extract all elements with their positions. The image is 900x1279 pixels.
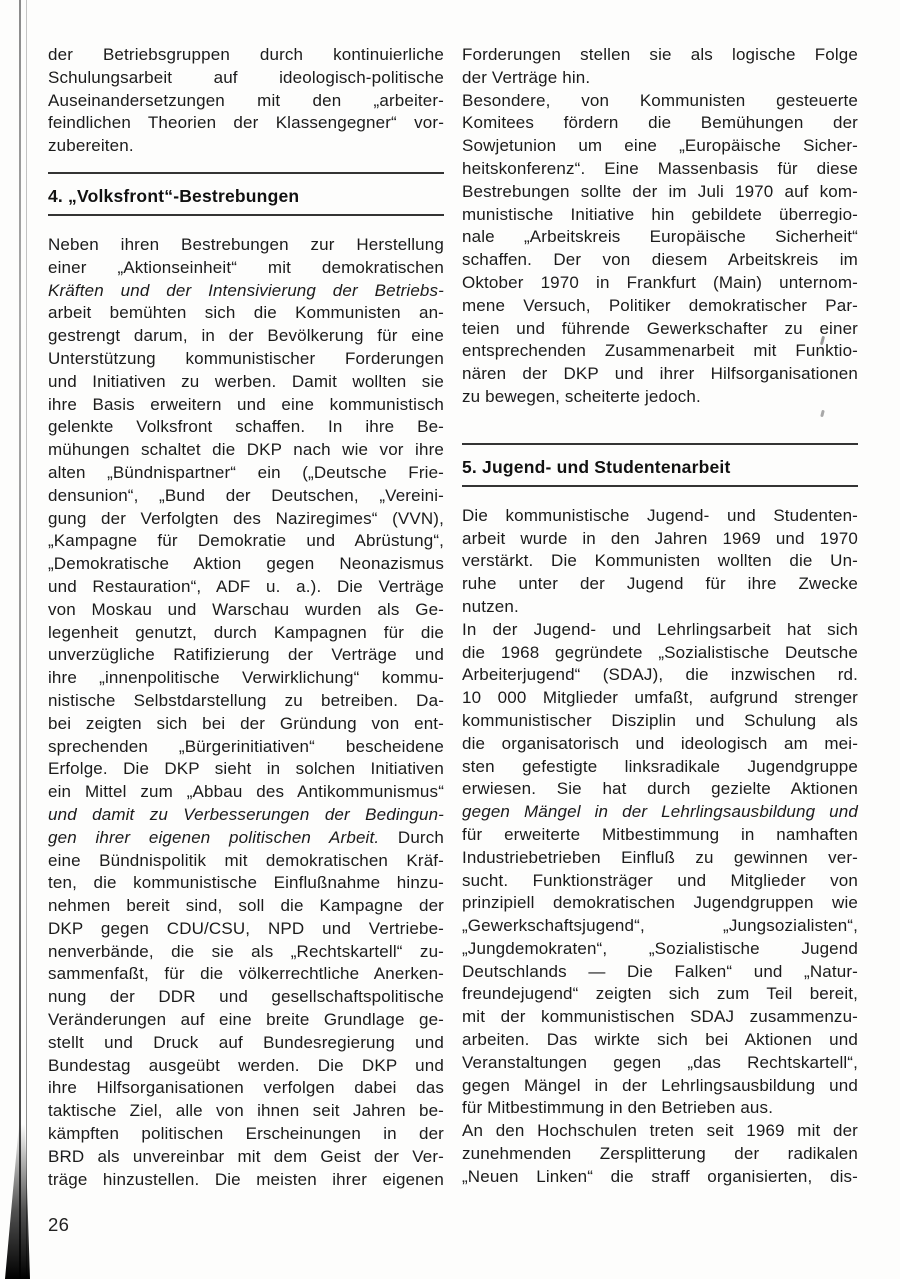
plain-text: Durch — [379, 827, 444, 847]
text-line: einer „Aktionseinheit“ mit demokratischen — [48, 257, 444, 277]
text-line: träge hinzustellen. Die meisten ihrer eigenen — [48, 1169, 444, 1189]
paragraph — [462, 619, 858, 1121]
text-line: In der Jugend- und Lehrlingsarbeit hat sich — [462, 619, 858, 639]
text-line: ihre Hilfsorganisationen verfolgen dabei das — [48, 1078, 444, 1098]
page-number: 26 — [48, 1214, 70, 1235]
text-line: Die kommunistische Jugend- und Studenten- — [462, 505, 858, 525]
text-line: nutzen. — [462, 596, 519, 616]
section-heading: 4. „Volksfront“-Bestrebungen — [48, 172, 444, 216]
paragraph — [462, 505, 858, 619]
text-line: mit der kommunistischen SDAJ zusammenzu- — [462, 1007, 858, 1027]
text-line: sammenfaßt, für die völkerrechtliche Anerken- — [48, 964, 444, 984]
text-line: 10 000 Mitglieder umfaßt, aufgrund strenger — [462, 688, 858, 708]
text-line: zunehmenden Zersplitterung der radikalen — [462, 1144, 858, 1164]
text-line: ihre „innenpolitische Verwirklichung“ kommu- — [48, 668, 444, 688]
paragraph — [48, 44, 444, 158]
text-line: Bestrebungen sollte der im Juli 1970 auf kom- — [462, 181, 858, 201]
text-line: nistische Selbstdarstellung zu betreiben. Da- — [48, 690, 444, 710]
section-heading: 5. Jugend- und Studentenarbeit — [462, 443, 858, 487]
text-line: sprechenden „Bürgerinitiativen“ bescheidene — [48, 736, 444, 756]
text-line: munistische Initiative hin gebildete überregio- — [462, 204, 858, 224]
text-line: „Neuen Linken“ die straff organisierten, dis- — [462, 1166, 858, 1186]
text-line: nenverbände, die sie als „Rechtskartell“ zu- — [48, 941, 444, 961]
text-line: An den Hochschulen treten seit 1969 mit der — [462, 1121, 858, 1141]
right-text-column — [462, 44, 858, 1189]
text-line: kämpften politischen Erscheinungen in der — [48, 1124, 444, 1144]
text-line: eine Bündnispolitik mit demokratischen Kräf- — [48, 850, 444, 870]
text-line: prinzipiell demokratischen Jugendgruppen wie — [462, 893, 858, 913]
text-line: „Jungdemokraten“, „Sozialistische Jugend — [462, 938, 858, 958]
text-line: bei zeigten sich bei der Gründung von ent- — [48, 713, 444, 733]
text-line: die 1968 gegründete „Sozialistische Deutsche — [462, 642, 858, 662]
text-line: ein Mittel zum „Abbau des Antikommunismus“ — [48, 782, 444, 802]
text-line: ruhe unter der Jugend für ihre Zwecke — [462, 574, 858, 594]
text-line: ihre Basis erweitern und eine kommunistisch — [48, 394, 444, 414]
binding-edge-line — [19, 0, 21, 1279]
text-line: entsprechenden Zusammenarbeit mit Funktio- — [462, 341, 858, 361]
text-line: gung der Verfolgten des Naziregimes“ (VVN), — [48, 508, 444, 528]
text-line: „Demokratische Aktion gegen Neonazismus — [48, 554, 444, 574]
text-line: „Kampagne für Demokratie und Abrüstung“, — [48, 531, 444, 551]
text-line: Besondere, von Kommunisten gesteuerte — [462, 90, 858, 110]
text-line: unverzügliche Ratifizierung der Verträge und — [48, 645, 444, 665]
text-line: freundejugend“ zeigten sich zum Teil bereit, — [462, 984, 858, 1004]
text-line: gelenkte Volksfront schaffen. In ihre Be- — [48, 417, 444, 437]
text-line: ten, die kommunistische Einflußnahme hinzu- — [48, 873, 444, 893]
text-line: der Betriebsgruppen durch kontinuierliche — [48, 45, 444, 64]
text-line: schaffen. Der von diesem Arbeitskreis im — [462, 250, 858, 270]
text-line: Komitees fördern die Bemühungen der — [462, 113, 858, 133]
text-line: Erfolge. Die DKP sieht in solchen Initiativen — [48, 759, 444, 779]
text-line: legenheit genutzt, durch Kampagnen für die — [48, 622, 444, 642]
paragraph — [48, 234, 444, 1191]
text-line: gestrengt darum, in der Bevölkerung für eine — [48, 326, 444, 346]
text-line: Sowjetunion um eine „Europäische Sicher- — [462, 136, 858, 156]
text-line: für Mitbestimmung in den Betrieben aus. — [462, 1098, 774, 1118]
text-line: gegen Mängel in der Lehrlingsausbildung und — [462, 1075, 858, 1095]
text-line: densunion“, „Bund der Deutschen, „Vereini- — [48, 485, 444, 505]
text-line: mühungen schaltet die DKP nach wie vor ihre — [48, 440, 444, 460]
text-line: von Moskau und Warschau wurden als Ge- — [48, 599, 444, 619]
text-line: nehmen bereit sind, soll die Kampagne der — [48, 896, 444, 916]
text-line: taktische Ziel, alle von ihnen seit Jahren be- — [48, 1101, 444, 1121]
text-line — [462, 801, 858, 824]
text-line: Deutschlands — Die Falken“ und „Natur- — [462, 961, 858, 981]
text-line: nung der DDR und gesellschaftspolitische — [48, 987, 444, 1007]
text-line: Auseinandersetzungen mit den „arbeiter- — [48, 90, 444, 110]
text-line: Neben ihren Bestrebungen zur Herstellung — [48, 234, 444, 254]
text-line: Oktober 1970 in Frankfurt (Main) unternom- — [462, 272, 858, 292]
emphasized-text: und damit zu Verbesserungen der Bedingun- — [48, 804, 444, 824]
text-line — [48, 280, 444, 303]
text-line: Forderungen stellen sie als logische Folge — [462, 45, 858, 64]
text-line: erwiesen. Sie hat durch gezielte Aktionen — [462, 779, 858, 799]
text-line: verstärkt. Die Kommunisten wollten die Un- — [462, 551, 858, 571]
text-line: mene Versuch, Politiker demokratischer Par- — [462, 295, 858, 315]
text-line: zubereiten. — [48, 136, 134, 156]
text-line: nale „Arbeitskreis Europäische Sicherheit“ — [462, 227, 858, 247]
text-line: Bundestag ausgeübt werden. Die DKP und — [48, 1055, 444, 1075]
text-line: kommunistischer Disziplin und Schulung als — [462, 710, 858, 730]
text-line: zu bewegen, scheiterte jedoch. — [462, 386, 701, 406]
text-line: feindlichen Theorien der Klassengegner“ vor- — [48, 113, 444, 133]
text-line: DKP gegen CDU/CSU, NPD und Vertriebe- — [48, 918, 444, 938]
text-line: die organisatorisch und ideologisch am mei- — [462, 733, 858, 753]
text-line: Industriebetrieben Einfluß zu gewinnen ver- — [462, 847, 858, 867]
emphasized-text: gen ihrer eigenen politischen Arbeit. — [48, 827, 380, 847]
text-line: BRD als unvereinbar mit dem Geist der Ver- — [48, 1146, 444, 1166]
text-line: arbeiten. Das wirkte sich bei Aktionen und — [462, 1030, 858, 1050]
text-line: arbeit bemühten sich die Kommunisten an- — [48, 303, 444, 323]
left-text-column — [48, 44, 444, 1191]
text-line: und Initiativen zu werben. Damit wollten sie — [48, 371, 444, 391]
text-line — [48, 804, 444, 827]
text-line: stellt und Druck auf Bundesregierung und — [48, 1032, 444, 1052]
text-line: der Verträge hin. — [462, 67, 591, 87]
spacer — [462, 409, 858, 429]
text-line: und Restauration“, ADF u. a.). Die Verträge — [48, 576, 444, 596]
paragraph — [462, 1120, 858, 1188]
text-line: „Gewerkschaftsjugend“, „Jungsozialisten“, — [462, 916, 858, 936]
text-line: alten „Bündnispartner“ ein („Deutsche Frie- — [48, 462, 444, 482]
text-line: sten gefestigte linksradikale Jugendgruppe — [462, 756, 858, 776]
text-line: heitskonferenz“. Eine Massenbasis für diese — [462, 158, 858, 178]
text-line: Unterstützung kommunistischer Forderungen — [48, 348, 444, 368]
text-line — [48, 827, 444, 850]
text-line: Veranstaltungen gegen „das Rechtskartell“, — [462, 1052, 858, 1072]
text-line: sucht. Funktionsträger und Mitglieder von — [462, 870, 858, 890]
emphasized-text: gegen Mängel in der Lehrlingsausbildung und — [462, 802, 858, 822]
text-line: für erweiterte Mitbestimmung in namhaften — [462, 824, 858, 844]
binding-edge-line-light — [26, 0, 27, 1279]
paragraph — [462, 44, 858, 90]
paragraph — [462, 90, 858, 409]
emphasized-text: Kräften und der Intensivierung der Betriebs- — [48, 280, 444, 300]
text-line: arbeit wurde in den Jahren 1969 und 1970 — [462, 528, 858, 548]
text-line: nären der DKP und ihrer Hilfsorganisationen — [462, 364, 858, 384]
text-line: Arbeiterjugend“ (SDAJ), die inzwischen rd. — [462, 665, 858, 685]
text-line: Schulungsarbeit auf ideologisch-politische — [48, 67, 444, 87]
text-line: Veränderungen auf eine breite Grundlage ge- — [48, 1010, 444, 1030]
text-line: teien und führende Gewerkschafter zu einer — [462, 318, 858, 338]
